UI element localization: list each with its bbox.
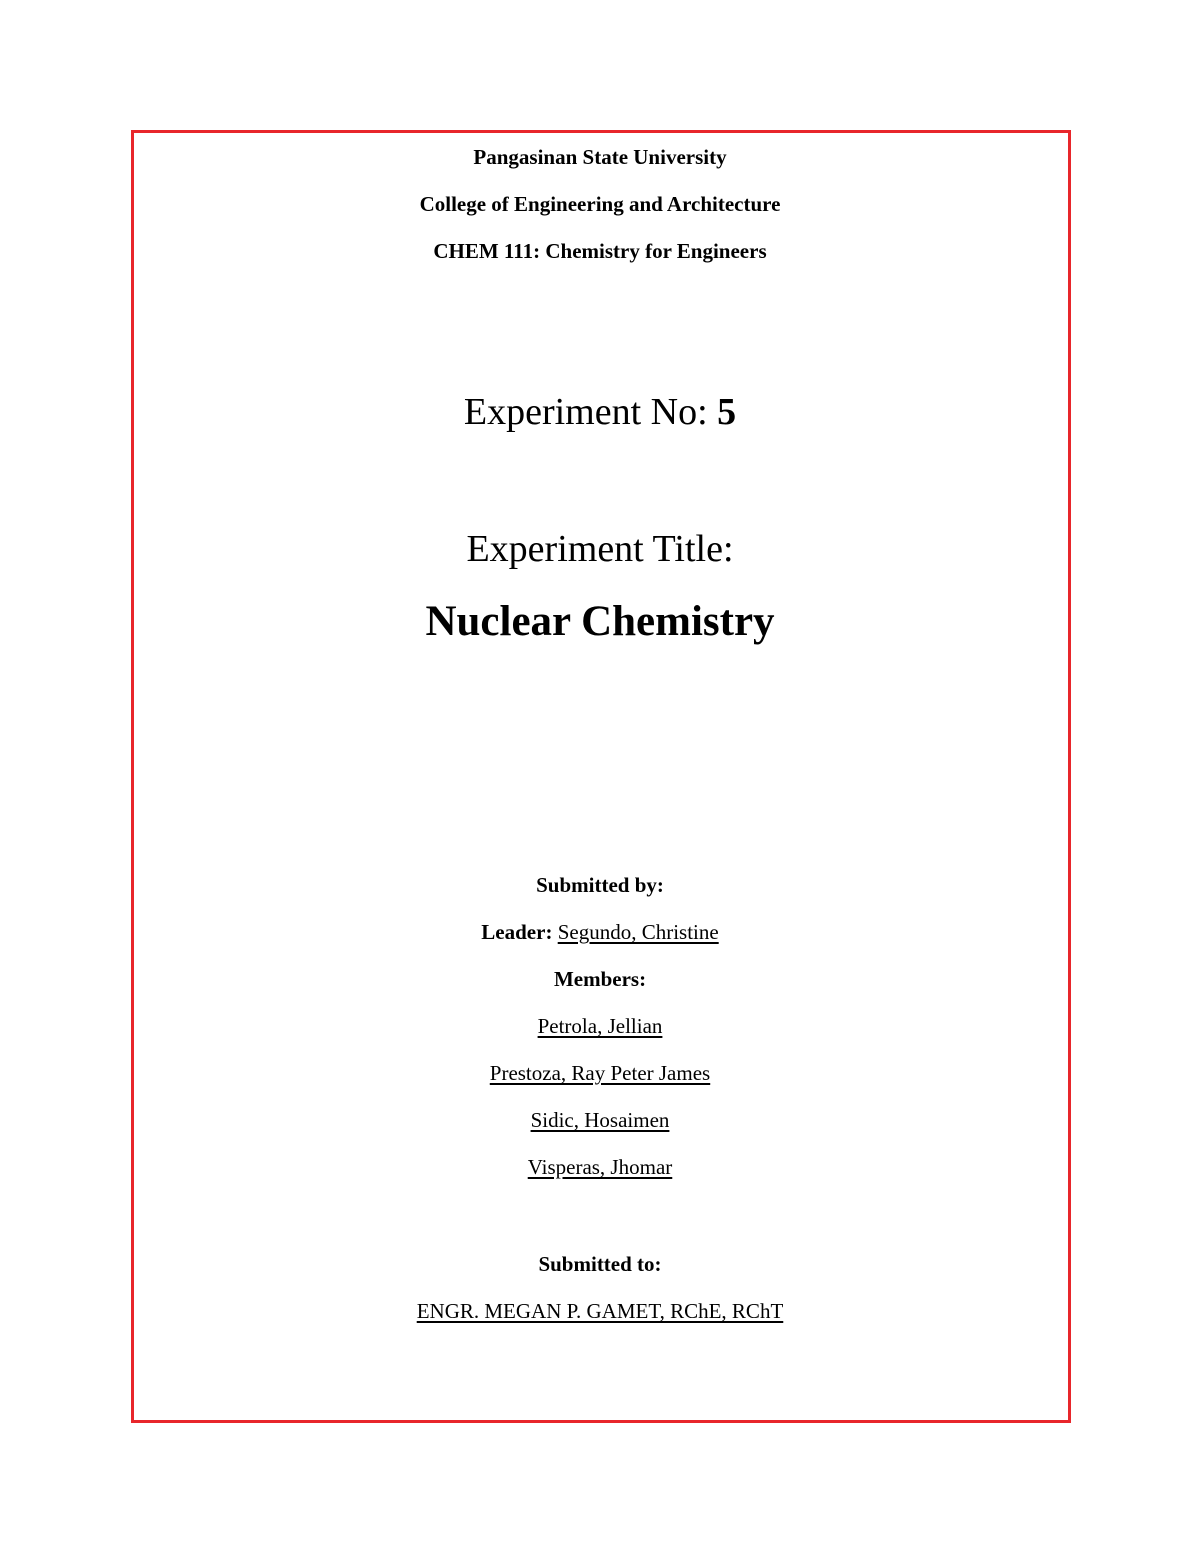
- member-name: Sidic, Hosaimen: [530, 1108, 670, 1132]
- page-border: [131, 130, 1071, 1423]
- member-name: Prestoza, Ray Peter James: [489, 1061, 711, 1085]
- leader-label: Leader:: [481, 920, 553, 944]
- leader-name: Segundo, Christine: [557, 920, 719, 944]
- experiment-number-label: Experiment No:: [463, 391, 708, 433]
- experiment-title: Nuclear Chemistry: [425, 598, 775, 645]
- experiment-title-label: Experiment Title:: [466, 528, 734, 570]
- member-name: Visperas, Jhomar: [527, 1155, 673, 1179]
- college-name: College of Engineering and Architecture: [419, 192, 781, 216]
- leader-line: [0, 922, 1200, 943]
- submitted-by-label: Submitted by:: [536, 873, 664, 897]
- course-name: CHEM 111: Chemistry for Engineers: [433, 239, 767, 263]
- university-name: Pangasinan State University: [473, 145, 727, 169]
- experiment-number-line: [0, 393, 1200, 431]
- submitted-to-label: Submitted to:: [538, 1252, 662, 1276]
- experiment-number: 5: [717, 391, 737, 433]
- member-name: Petrola, Jellian: [537, 1014, 663, 1038]
- members-label: Members:: [553, 967, 647, 991]
- instructor-name: ENGR. MEGAN P. GAMET, RChE, RChT: [416, 1299, 784, 1323]
